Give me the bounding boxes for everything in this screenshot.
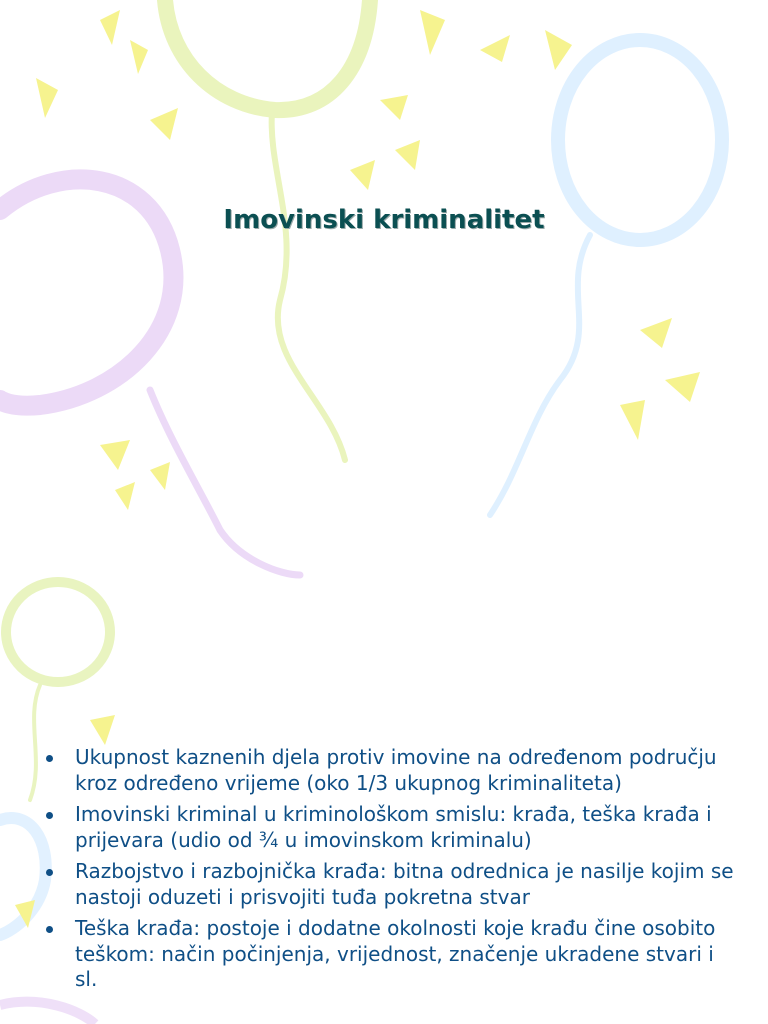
list-item-text: Teška krađa: postoje i dodatne okolnosti koje krađu čine osobito teškom: način počinjenja, vrijednost, značenje ukradene stvari i sl. [75,916,716,991]
purple-balloon-bottom [0,1002,95,1024]
list-item-text: Imovinski kriminal u kriminološkom smislu: krađa, teška krađa i prijevara (udio od ¾ u imovinskom kriminalu) [75,802,712,852]
bullet-dot-icon [46,755,53,762]
bullet-dot-icon [46,812,53,819]
list-item-text: Ukupnost kaznenih djela protiv imovine na određenom području kroz određeno vrijeme (oko 1/3 ukupnog kriminaliteta) [75,745,717,795]
blue-balloon-right [490,40,722,515]
purple-balloon-left [0,179,300,575]
bullet-dot-icon [46,869,53,876]
list-item-text: Razbojstvo i razbojnička krađa: bitna odrednica je nasilje kojim se nastoji oduzeti i prisvojiti tuđa pokretna stvar [75,859,734,909]
bullet-dot-icon [46,926,53,933]
list-item [42,802,742,853]
list-item [42,916,742,993]
slide-title: Imovinski kriminalitet [223,205,545,235]
list-item [42,745,742,796]
bullet-list [42,745,742,999]
list-item [42,859,742,910]
